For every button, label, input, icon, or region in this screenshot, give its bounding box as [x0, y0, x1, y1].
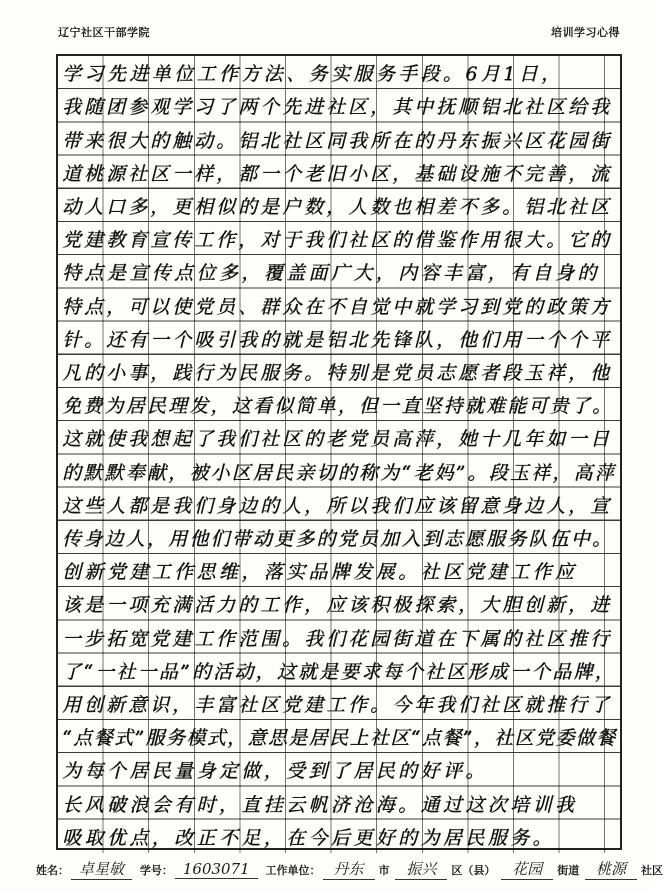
text-line [58, 56, 620, 89]
text-line [58, 488, 620, 521]
text-line [58, 421, 620, 454]
line-text: 带来很大的触动。铝北社区同我所在的丹东振兴区花园街 [62, 129, 613, 152]
line-text: 创新党建工作思维，落实品牌发展。社区党建工作应 [62, 561, 578, 584]
text-line [58, 222, 620, 255]
institution-header: 辽宁社区干部学院 [58, 26, 150, 39]
work-unit-label: 工作单位： [265, 864, 321, 877]
line-text: 这些人都是我们身边的人，所以我们应该留意身边人，宣 [62, 494, 613, 517]
text-line [58, 554, 620, 587]
student-id-label: 学号： [139, 864, 173, 877]
student-info-footer [36, 858, 665, 880]
line-text: 我随团参观学习了两个先进社区，其中抚顺铝北社区给我 [62, 96, 613, 119]
writing-grid [56, 54, 622, 850]
line-text: 的默默奉献，被小区居民亲切的称为“老妈”。段玉祥，高萍 [62, 461, 616, 484]
line-text: 传身边人，用他们带动更多的党员加入到志愿服务队伍中。 [62, 527, 614, 550]
district-label: 区（县） [451, 864, 496, 877]
community-label: 社区 [641, 864, 664, 877]
community-value: 桃源 [585, 858, 637, 880]
text-line [58, 89, 620, 122]
street-label: 街道 [557, 864, 580, 877]
line-text: 动人口多，更相似的是户数，人数也相差不多。铝北社区 [62, 195, 613, 218]
text-line [58, 786, 620, 819]
line-text: “点餐式”服务模式，意思是居民上社区“点餐”，社区党委做餐 [62, 727, 617, 750]
text-line [58, 654, 620, 687]
line-text: 道桃源社区一样，都一个老旧小区，基础设施不完善，流 [62, 162, 613, 185]
line-text: 一步拓宽党建工作范围。我们花园街道在下属的社区推行 [62, 627, 613, 650]
text-line [58, 122, 620, 155]
city-value: 丹东 [323, 858, 375, 880]
text-line [58, 687, 620, 720]
district-value: 振兴 [395, 858, 447, 880]
text-line [58, 189, 620, 222]
line-text: 党建教育宣传工作，对于我们社区的借鉴作用很大。它的 [62, 229, 613, 252]
line-text: 了“一社一品”的活动，这就是要求每个社区形成一个品牌， [62, 660, 616, 683]
text-line [58, 587, 620, 620]
text-line [58, 454, 620, 487]
line-text: 凡的小事，践行为民服务。特别是党员志愿者段玉祥，他 [62, 361, 613, 384]
name-label: 姓名： [36, 864, 69, 877]
line-text: 这就使我想起了我们社区的老党员高萍，她十几年如一日 [62, 428, 613, 451]
line-text: 为每个居民量身定做，受到了居民的好评。 [62, 760, 488, 783]
line-text: 吸取优点，改正不足，在今后更好的为居民服务。 [62, 826, 555, 849]
name-value: 卓星敏 [71, 858, 132, 880]
line-text: 长风破浪会有时，直挂云帆济沧海。通过这次培训我 [62, 793, 578, 816]
text-line [58, 322, 620, 355]
line-text: 该是一项充满活力的工作，应该积极探索，大胆创新，进 [62, 594, 613, 617]
city-label: 市 [378, 864, 390, 877]
text-line [58, 156, 620, 189]
line-text: 特点是宣传点位多，覆盖面广大，内容丰富，有自身的 [62, 262, 600, 285]
document-type-header: 培训学习心得 [551, 26, 620, 39]
text-line [58, 388, 620, 421]
text-line [58, 820, 620, 853]
student-id-value: 1603071 [175, 860, 258, 879]
handwritten-lines [58, 56, 620, 848]
text-line [58, 521, 620, 554]
text-line [58, 255, 620, 288]
line-text: 用创新意识，丰富社区党建工作。今年我们社区就推行了 [62, 693, 613, 716]
text-line [58, 753, 620, 786]
street-value: 花园 [501, 858, 553, 880]
line-text: 特点，可以使党员、群众在不自觉中就学习到党的政策方 [62, 295, 613, 318]
line-text: 学习先进单位工作方法、务实服务手段。6月1日， [62, 63, 564, 86]
text-line [58, 620, 620, 653]
text-line [58, 355, 620, 388]
line-text: 针。还有一个吸引我的就是铝北先锋队，他们用一个个平 [62, 328, 613, 351]
text-line [58, 720, 620, 753]
text-line [58, 288, 620, 321]
line-text: 免费为居民理发，这看似简单，但一直坚持就难能可贵了。 [62, 395, 614, 418]
